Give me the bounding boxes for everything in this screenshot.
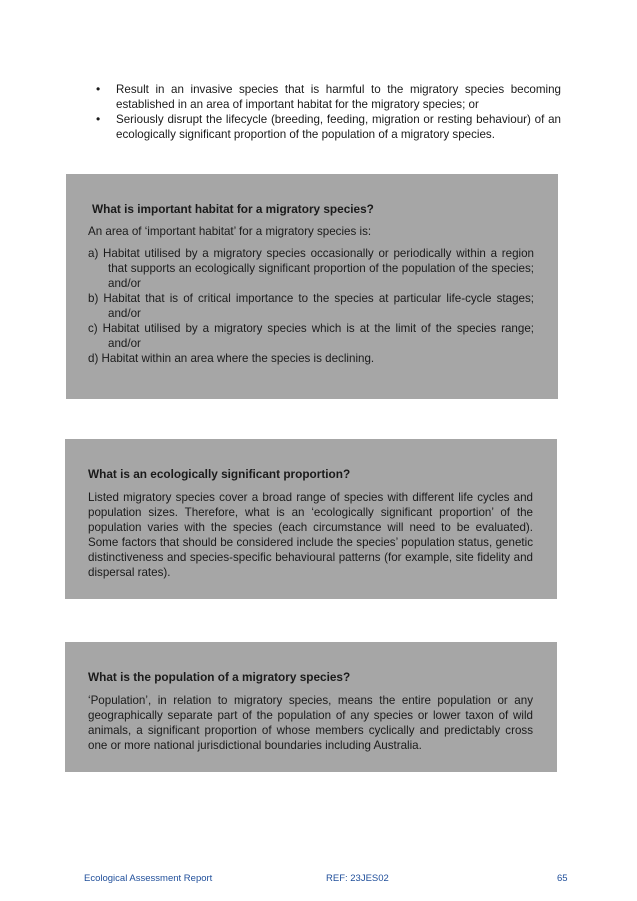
significant-proportion-heading: What is an ecologically significant proportion? <box>88 467 351 481</box>
footer-report-title: Ecological Assessment Report <box>84 873 213 884</box>
list-item: d) Habitat within an area where the species is declining. <box>88 352 375 365</box>
list-item: c) Habitat utilised by a migratory species which is at the limit of the species range; and/or <box>88 322 534 350</box>
habitat-criteria-list <box>88 246 534 366</box>
bullet-item: • Result in an invasive species that is harmful to the migratory species becoming established in an area of important habitat for the migratory species; or <box>94 82 561 112</box>
list-item: a) Habitat utilised by a migratory species occasionally or periodically within a region that supports an ecologically significant proportion of the population of the species; and/or <box>88 247 534 290</box>
footer-ref: REF: 23JES02 <box>326 873 389 884</box>
population-heading: What is the population of a migratory species? <box>88 670 351 684</box>
population-body: ‘Population’, in relation to migratory species, means the entire population or any geographically separate part of the population of any species or lower taxon of wild animals, a significant proportion of whose members cyclically and predictably cross one or more national jurisdictional boundaries including Australia. <box>88 694 533 752</box>
list-item: b) Habitat that is of critical importance to the species at particular life-cycle stages; and/or <box>88 292 534 320</box>
important-habitat-heading: What is important habitat for a migratory species? <box>92 202 374 216</box>
important-habitat-box <box>66 174 558 399</box>
bullet-item: • Seriously disrupt the lifecycle (breeding, feeding, migration or resting behaviour) of an ecologically significant proportion of the population of a migratory species. <box>94 112 561 142</box>
significant-proportion-body: Listed migratory species cover a broad range of species with different life cycles and population sizes. Therefore, what is an ‘ecologically significant proportion’ of the population varies with the species (each circumstance will need to be evaluated). Some factors that should be considered include the species’ population status, genetic distinctiveness and species-specific behavioural patterns (for example, site fidelity and dispersal rates). <box>88 491 533 579</box>
bullet-list <box>94 82 561 142</box>
population-box <box>65 642 557 772</box>
significant-proportion-box <box>65 439 557 599</box>
footer-page-number: 65 <box>557 873 568 884</box>
important-habitat-intro: An area of ‘important habitat’ for a migratory species is: <box>88 225 372 238</box>
